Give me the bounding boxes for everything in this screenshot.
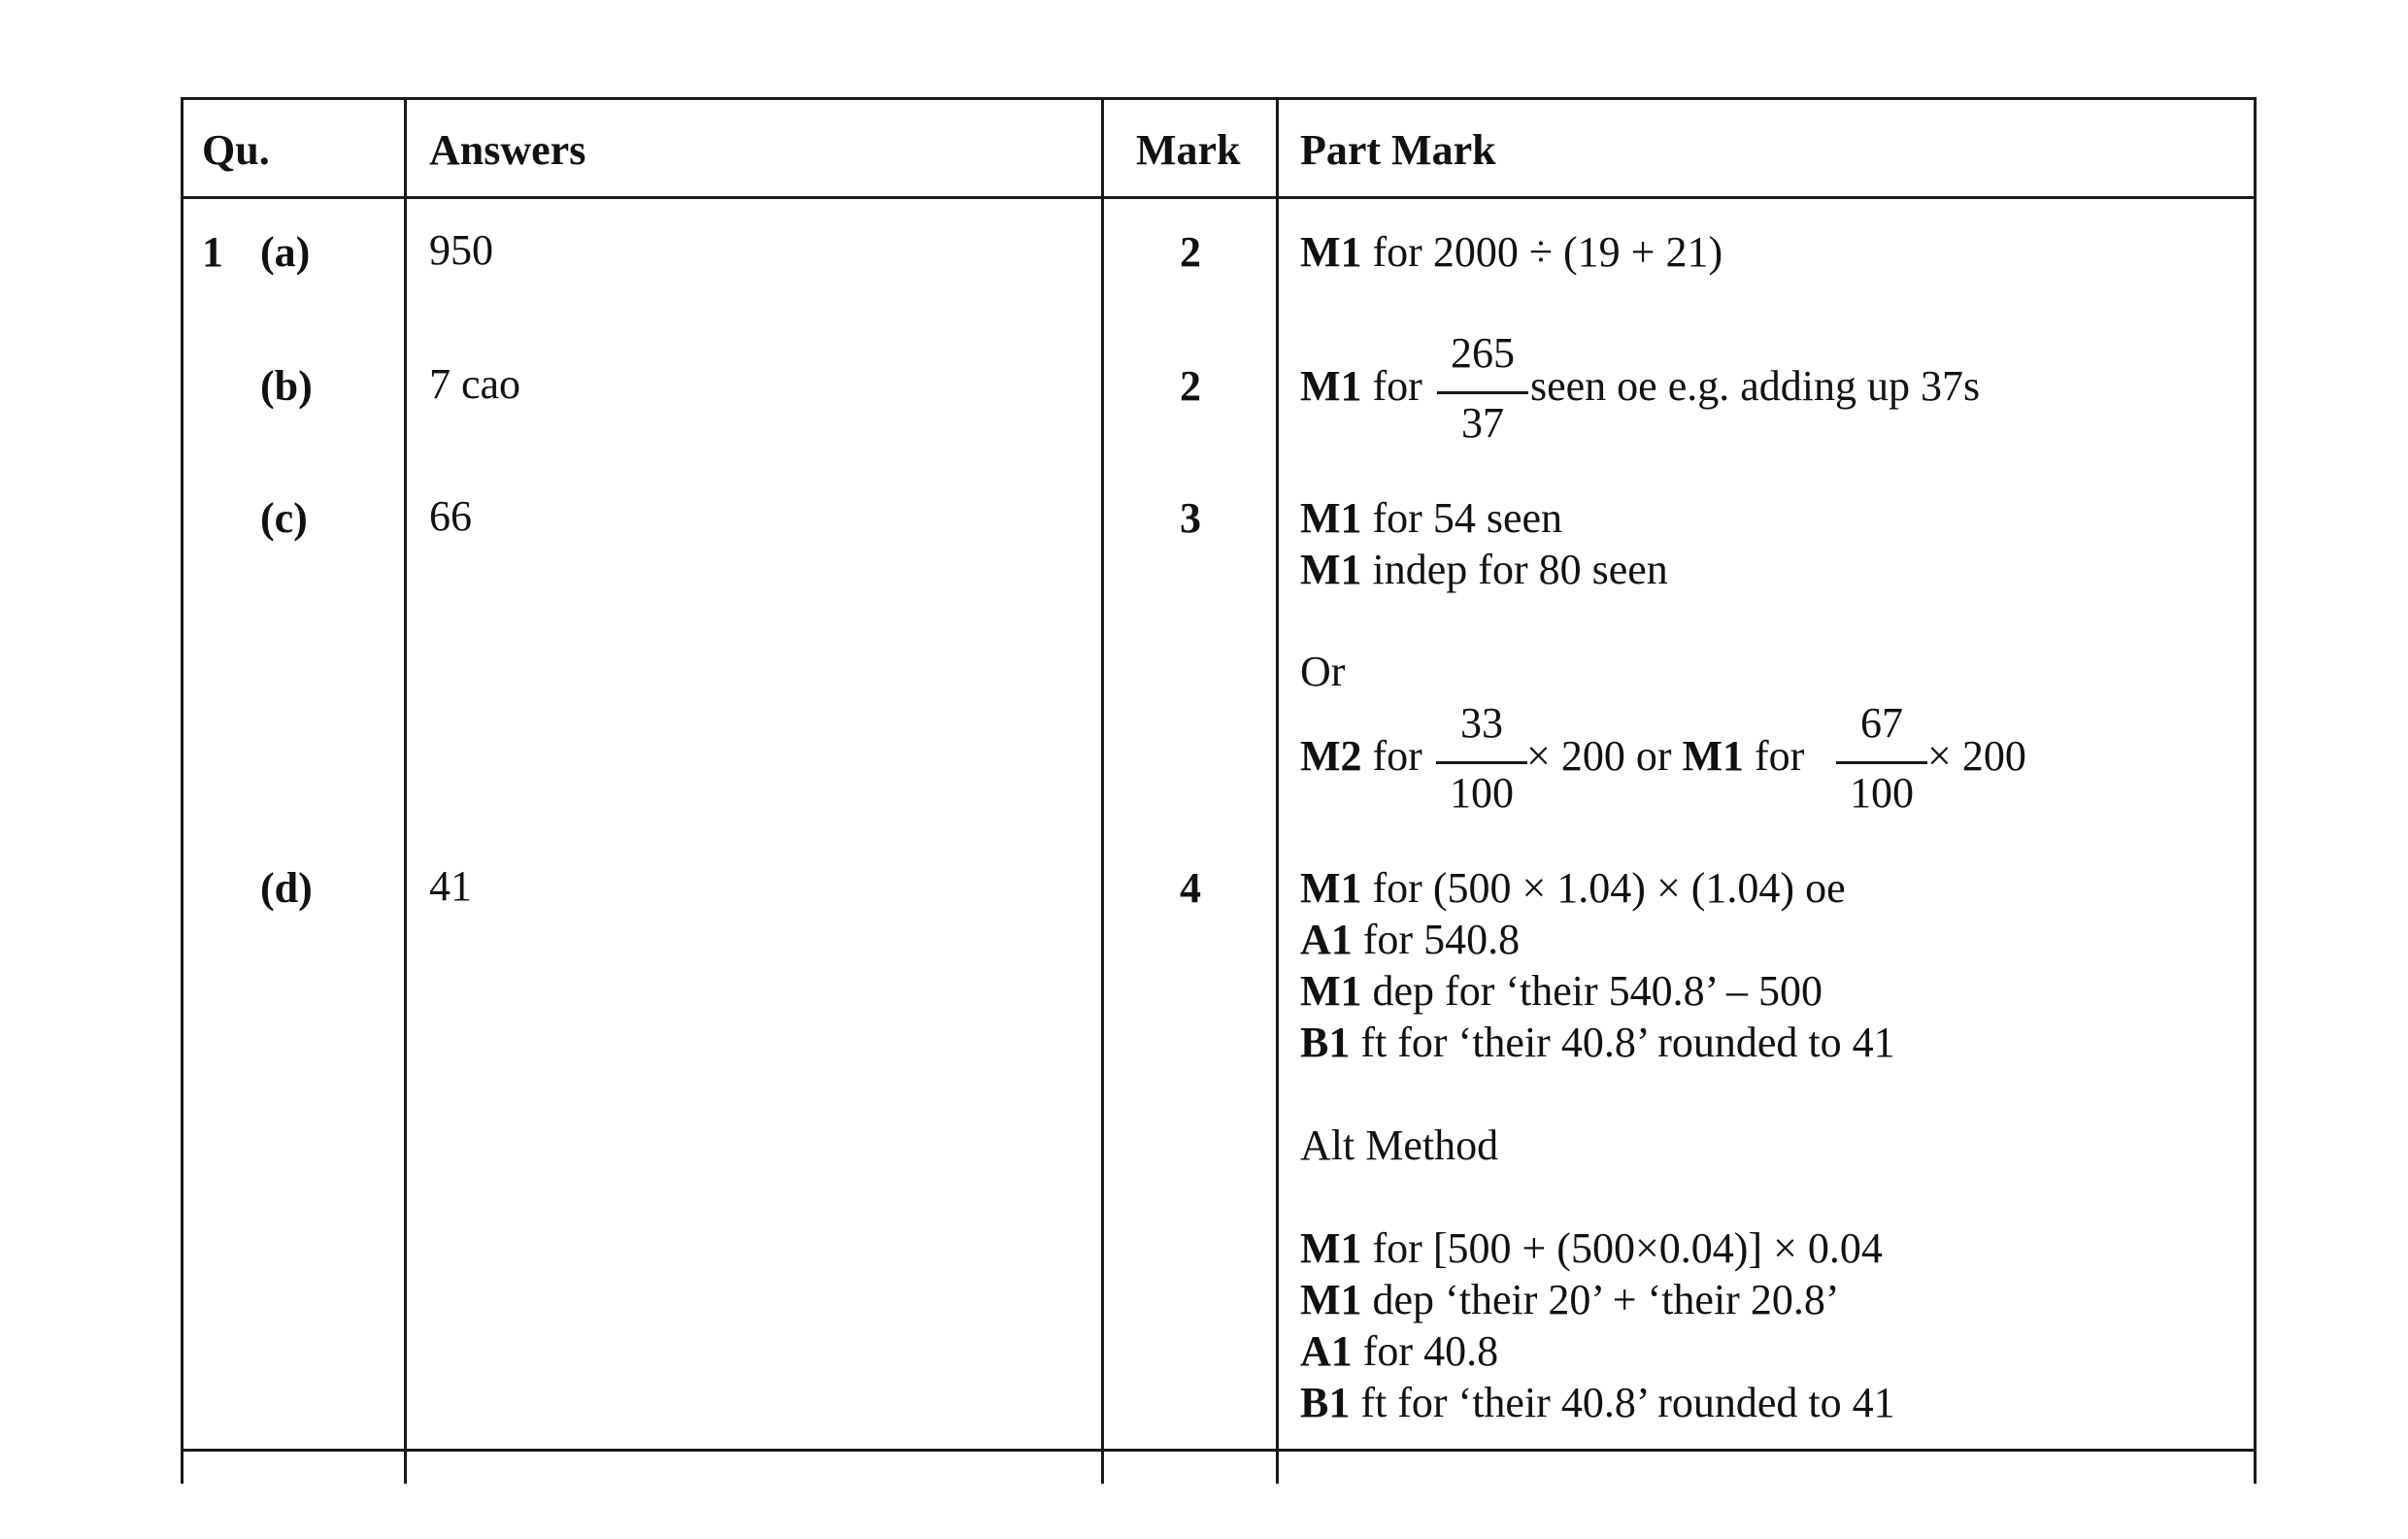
answer-b: 7 cao [429,360,521,408]
mark-code: M1 [1300,1224,1362,1272]
part-mark-line [1300,1276,1840,1323]
fraction-denominator: 37 [1461,399,1504,447]
fraction-bar [1437,391,1528,394]
mark-text: ft for ‘their 40.8’ rounded to 41 [1350,1379,1895,1426]
mark-text: seen oe e.g. adding up 37s [1530,362,1981,410]
mark-text: for [500 + (500×0.04)] × 0.04 [1361,1224,1883,1272]
table-bottom-border [181,1449,2257,1452]
table-left-border [181,97,184,1484]
mark-text: for [1361,732,1422,780]
mark-text: indep for 80 seen [1361,546,1668,593]
part-label-b: (b) [260,362,313,410]
mark-code: M1 [1300,864,1362,912]
mark-text: for 40.8 [1352,1327,1499,1375]
header-qu: Qu. [202,126,270,174]
table-right-border [2254,97,2257,1484]
part-label-c: (c) [260,494,308,542]
mark-text: dep for ‘their 540.8’ – 500 [1361,967,1823,1015]
fraction-bar [1836,761,1927,764]
mark-code: M1 [1300,228,1362,276]
header-mark: Mark [1136,126,1241,174]
mark-code: M1 [1300,1276,1362,1323]
part-mark-line [1526,732,1805,780]
mark-b: 2 [1180,362,1201,410]
question-number: 1 [202,228,223,276]
mark-text: for 540.8 [1352,916,1521,963]
mark-code: A1 [1300,1327,1353,1375]
mark-c: 3 [1180,494,1201,542]
header-divider [181,196,2257,199]
header-part-mark: Part Mark [1300,126,1496,174]
mark-code: M1 [1300,546,1362,593]
mark-d: 4 [1180,864,1201,912]
or-label: Or [1300,648,1346,695]
mark-code: M1 [1300,494,1362,542]
table-top-border [181,97,2257,100]
fraction-numerator: 265 [1451,329,1515,377]
mark-text: for [1744,732,1805,780]
fraction-numerator: 33 [1460,699,1503,747]
mark-a: 2 [1180,228,1201,276]
part-label-d: (d) [260,864,313,912]
column-divider-part-mark [1276,97,1279,1484]
mark-text: × 200 [1927,732,2026,780]
mark-code: B1 [1300,1379,1351,1426]
mark-text: for [1361,362,1422,410]
part-mark-line [1300,732,1422,780]
part-mark-line [1300,1379,1895,1426]
header-answers: Answers [429,126,586,174]
mark-text: ft for ‘their 40.8’ rounded to 41 [1350,1019,1895,1066]
fraction-denominator: 100 [1850,769,1914,817]
mark-text: for 54 seen [1361,494,1563,542]
mark-text: for (500 × 1.04) × (1.04) oe [1361,864,1846,912]
fraction-denominator: 100 [1450,769,1514,817]
part-label-a: (a) [260,228,311,276]
fraction-numerator: 67 [1860,699,1903,747]
answer-c: 66 [429,492,472,540]
mark-code: B1 [1300,1019,1351,1066]
mark-code: M1 [1682,732,1744,780]
mark-text: dep ‘their 20’ + ‘their 20.8’ [1361,1276,1840,1323]
part-mark-line [1300,228,1723,276]
mark-text: × 200 or [1526,732,1683,780]
answer-d: 41 [429,862,472,910]
part-mark-line [1300,916,1521,963]
part-mark-line [1300,967,1823,1015]
answer-a: 950 [429,226,493,274]
part-mark-line [1300,494,1563,542]
part-mark-line [1300,1327,1499,1375]
part-mark-line [1300,1224,1883,1272]
mark-code: A1 [1300,916,1353,963]
part-mark-line [1300,362,1422,410]
mark-text: for 2000 ÷ (19 + 21) [1361,228,1723,276]
alt-method-label: Alt Method [1300,1121,1499,1169]
mark-code: M2 [1300,732,1362,780]
mark-code: M1 [1300,362,1362,410]
column-divider-answers [404,97,407,1484]
part-mark-line [1300,546,1668,593]
fraction-bar [1436,761,1527,764]
part-mark-line [1300,1021,1895,1064]
mark-code: M1 [1300,967,1362,1015]
column-divider-mark [1101,97,1104,1484]
part-mark-line [1300,864,1846,912]
